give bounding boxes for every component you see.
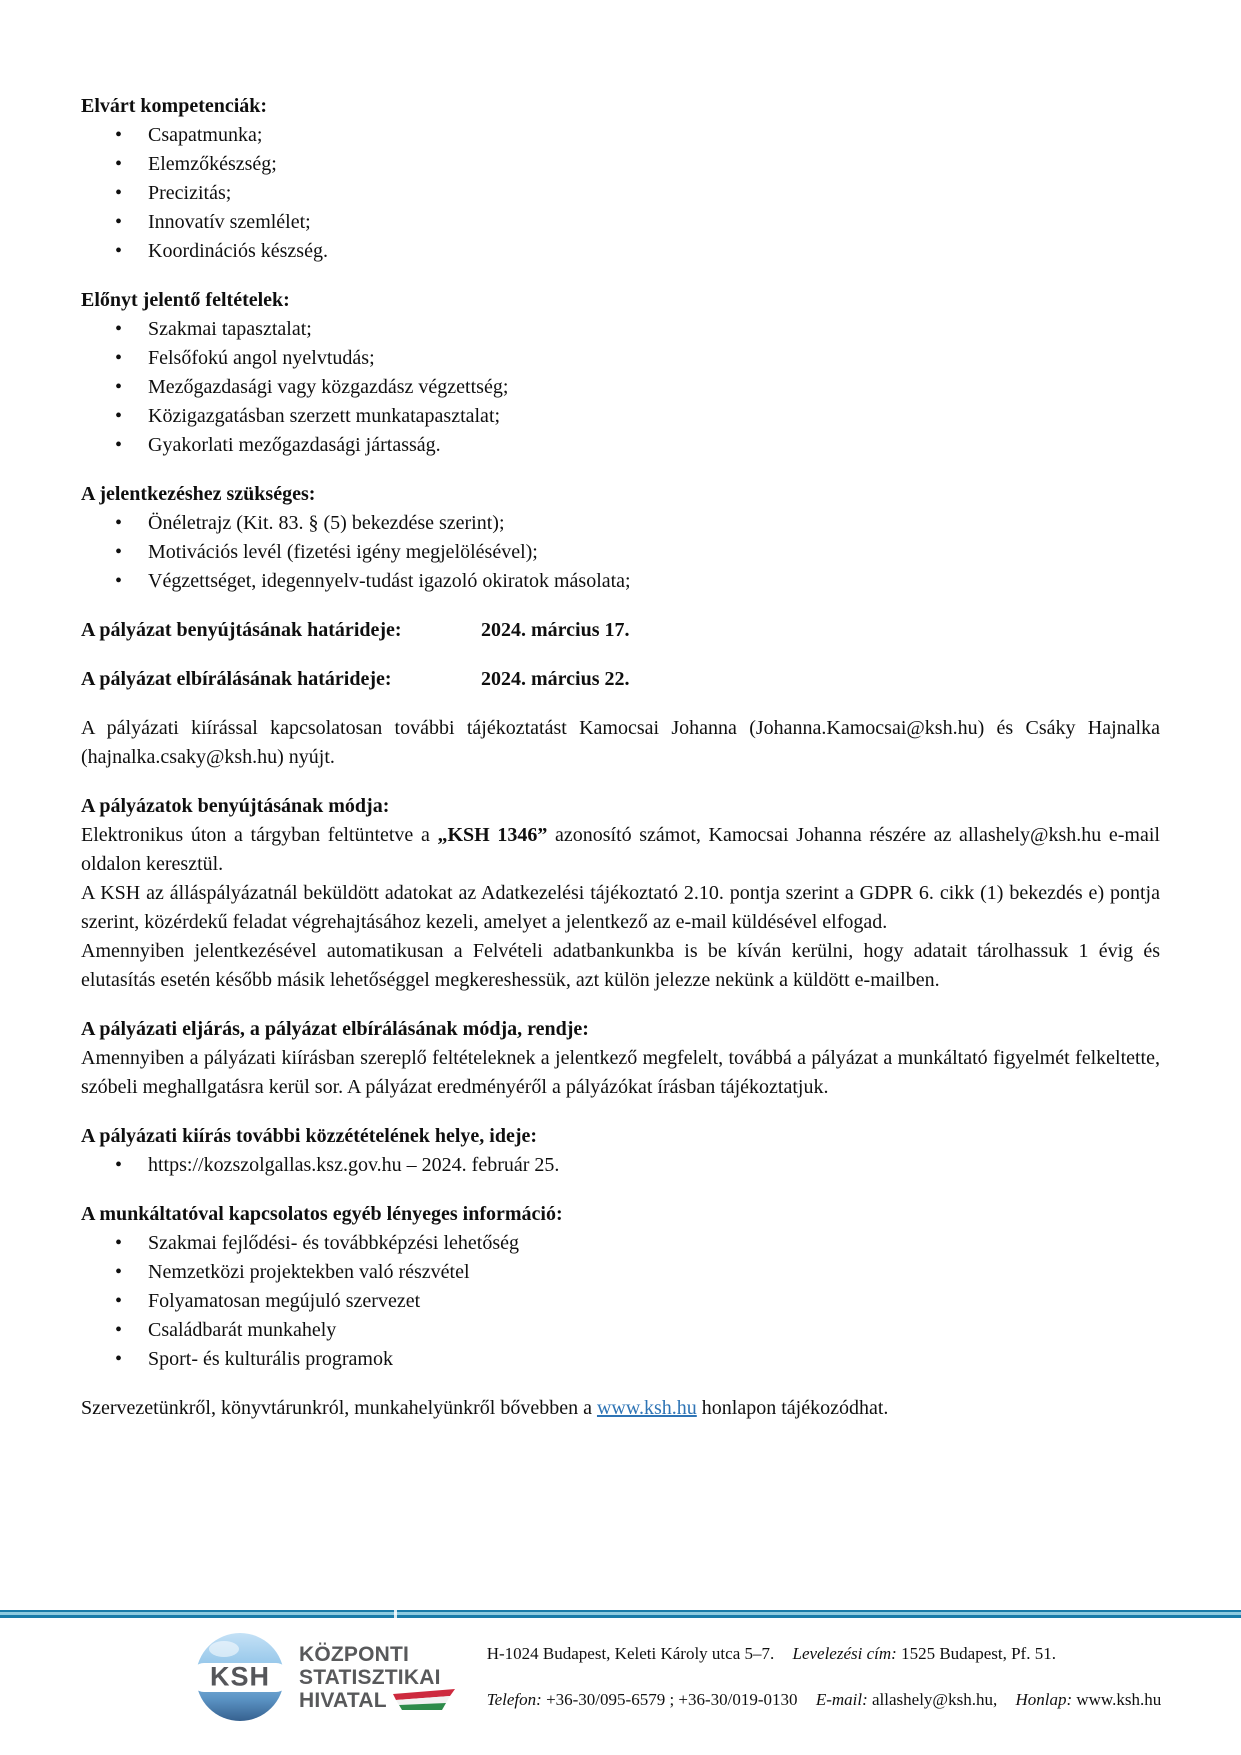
email-value: allashely@ksh.hu, xyxy=(872,1690,998,1709)
homepage-value: www.ksh.hu xyxy=(1076,1690,1162,1709)
list-item-text: Folyamatosan megújuló szervezet xyxy=(148,1290,421,1312)
footer-phone-line xyxy=(487,1690,1162,1710)
list-item xyxy=(81,121,1160,150)
competencies-list xyxy=(81,121,1160,266)
phone-label: Telefon: xyxy=(486,1690,542,1709)
list-item xyxy=(81,344,1160,373)
application-requirements-list xyxy=(81,509,1160,596)
submission-deadline-row xyxy=(81,616,1160,645)
section-employer-info xyxy=(81,1200,1160,1374)
submission-paragraph-1 xyxy=(81,821,1160,879)
ksh-logo-caption xyxy=(299,1643,455,1712)
submission-paragraph-2: A KSH az álláspályázatnál beküldött adatokat az Adatkezelési tájékoztató 2.10. pontja szerint a GDPR 6. cikk (1) bekezdés e) pontja szerint, közérdekű feladat végrehajtásához kezeli, amelyet a jelentkező az e-mail küldésével elfogad. xyxy=(81,882,1160,933)
mail-label: Levelezési cím: xyxy=(792,1644,897,1663)
evaluation-deadline-label: A pályázat elbírálásának határideje: xyxy=(81,668,392,690)
competencies-heading: Elvárt kompetenciák: xyxy=(81,95,268,117)
footer-contact-info xyxy=(487,1644,1162,1710)
page-footer xyxy=(0,1610,1241,1722)
bullet-icon: • xyxy=(115,318,123,340)
list-item-text: Szakmai fejlődési- és továbbképzési lehetőség xyxy=(148,1232,519,1254)
section-procedure xyxy=(81,1015,1160,1102)
bullet-icon: • xyxy=(115,1348,123,1370)
ksh-1346-id: „KSH 1346” xyxy=(437,824,548,846)
footer-address-line xyxy=(487,1644,1162,1664)
section-advantages xyxy=(81,286,1160,460)
logo-caption-line xyxy=(299,1689,455,1712)
ksh-website-link[interactable]: www.ksh.hu xyxy=(596,1397,697,1419)
bullet-icon: • xyxy=(115,1261,123,1283)
publication-list xyxy=(81,1151,1160,1180)
bullet-icon: • xyxy=(115,1232,123,1254)
list-item xyxy=(81,431,1160,460)
submission-paragraph-3: Amennyiben jelentkezésével automatikusan a Felvételi adatbankunkba is be kíván kerülni, hogy adatait tárolhassuk 1 évig és elutasítás esetén később másik lehetőséggel megkereshessük, azt külön jelezze nekünk a küldött e-mailben. xyxy=(81,940,1160,991)
list-item xyxy=(81,208,1160,237)
bullet-icon: • xyxy=(115,1290,123,1312)
bullet-icon: • xyxy=(115,153,123,175)
list-item-text: Innovatív szemlélet; xyxy=(148,211,311,233)
email-label: E-mail: xyxy=(815,1690,868,1709)
list-item-text: Precizitás; xyxy=(148,182,232,204)
bullet-icon: • xyxy=(115,570,123,592)
advantages-heading: Előnyt jelentő feltételek: xyxy=(81,289,290,311)
bullet-icon: • xyxy=(115,1319,123,1341)
employer-info-heading: A munkáltatóval kapcsolatos egyéb lényeges információ: xyxy=(81,1203,563,1225)
bullet-icon: • xyxy=(115,512,123,534)
list-item xyxy=(81,237,1160,266)
bullet-icon: • xyxy=(115,347,123,369)
employer-info-list xyxy=(81,1229,1160,1374)
footer-content xyxy=(0,1632,1241,1722)
footer-address: H-1024 Budapest, Keleti Károly utca 5–7. xyxy=(486,1644,775,1663)
list-item xyxy=(81,538,1160,567)
submission-heading: A pályázatok benyújtásának módja: xyxy=(81,795,390,817)
closing-paragraph xyxy=(81,1394,1160,1423)
submission-deadline-date: 2024. március 17. xyxy=(481,619,630,641)
paragraph-text: honlapon tájékozódhat. xyxy=(696,1397,889,1419)
list-item-text: Önéletrajz (Kit. 83. § (5) bekezdése szerint); xyxy=(148,512,505,534)
list-item-text: Gyakorlati mezőgazdasági jártasság. xyxy=(148,434,441,456)
list-item xyxy=(81,315,1160,344)
logo-caption-text: HIVATAL xyxy=(299,1688,387,1712)
bullet-icon: • xyxy=(115,434,123,456)
list-item-text: Családbarát munkahely xyxy=(148,1319,337,1341)
list-item-text: Felsőfokú angol nyelvtudás; xyxy=(148,347,375,369)
list-item xyxy=(81,1229,1160,1258)
list-item xyxy=(81,1258,1160,1287)
list-item-text: Elemzőkészség; xyxy=(148,153,277,175)
logo-caption-line: KÖZPONTI xyxy=(299,1642,410,1666)
list-item xyxy=(81,402,1160,431)
homepage-label: Honlap: xyxy=(1015,1690,1073,1709)
section-application-requirements xyxy=(81,480,1160,596)
list-item xyxy=(81,567,1160,596)
ksh-logo-sphere-icon xyxy=(195,1632,285,1722)
application-requirements-heading: A jelentkezéshez szükséges: xyxy=(81,483,316,505)
evaluation-deadline-date: 2024. március 22. xyxy=(481,668,630,690)
bullet-icon: • xyxy=(115,405,123,427)
paragraph-text: azonosító számot, Kamocsai Johanna részére az allashely@ksh.hu e-mail oldalon keresztül. xyxy=(81,824,1160,875)
footer-separator xyxy=(0,1610,1241,1618)
bullet-icon: • xyxy=(115,182,123,204)
list-item-text: Motivációs levél (fizetési igény megjelölésével); xyxy=(148,541,538,563)
list-item xyxy=(81,1287,1160,1316)
paragraph-text: Elektronikus úton a tárgyban feltüntetve a xyxy=(81,824,438,846)
bullet-icon: • xyxy=(115,211,123,233)
advantages-list xyxy=(81,315,1160,460)
list-item-text: Mezőgazdasági vagy közgazdász végzettség; xyxy=(148,376,509,398)
bullet-icon: • xyxy=(115,1154,123,1176)
hungarian-flag-icon xyxy=(393,1689,455,1711)
phone-value: +36-30/095-6579 ; +36-30/019-0130 xyxy=(546,1690,798,1709)
submission-deadline-label: A pályázat benyújtásának határideje: xyxy=(81,619,402,641)
bullet-icon: • xyxy=(115,376,123,398)
list-item-text: Végzettséget, idegennyelv-tudást igazoló okiratok másolata; xyxy=(148,570,631,592)
mail-value: 1525 Budapest, Pf. 51. xyxy=(901,1644,1056,1663)
publication-heading: A pályázati kiírás további közzétételének helye, ideje: xyxy=(81,1125,538,1147)
separator-tick xyxy=(394,1610,397,1618)
publication-url: https://kozszolgallas.ksz.gov.hu – 2024. február 25. xyxy=(148,1154,560,1176)
evaluation-deadline-row xyxy=(81,665,1160,694)
list-item-text: Szakmai tapasztalat; xyxy=(148,318,312,340)
list-item xyxy=(81,509,1160,538)
list-item-text: Koordinációs készség. xyxy=(148,240,328,262)
list-item xyxy=(81,1345,1160,1374)
list-item xyxy=(81,150,1160,179)
procedure-heading: A pályázati eljárás, a pályázat elbírálásának módja, rendje: xyxy=(81,1018,589,1040)
list-item-text: Csapatmunka; xyxy=(148,124,263,146)
bullet-icon: • xyxy=(115,541,123,563)
list-item xyxy=(81,1151,1160,1180)
list-item-text: Nemzetközi projektekben való részvétel xyxy=(148,1261,470,1283)
list-item xyxy=(81,1316,1160,1345)
ksh-logo xyxy=(195,1632,455,1722)
paragraph-text: Szervezetünkről, könyvtárunkról, munkahelyünkről bővebben a xyxy=(81,1397,597,1419)
list-item-text: Sport- és kulturális programok xyxy=(148,1348,393,1370)
contact-paragraph: A pályázati kiírással kapcsolatosan további tájékoztatást Kamocsai Johanna (Johanna.Kamocsai@ksh.hu) és Csáky Hajnalka (hajnalka.csaky@ksh.hu) nyújt. xyxy=(81,717,1160,768)
section-competencies xyxy=(81,92,1160,266)
list-item xyxy=(81,373,1160,402)
logo-caption-line: STATISZTIKAI xyxy=(299,1665,441,1689)
ksh-logo-text: KSH xyxy=(209,1661,271,1692)
section-publication xyxy=(81,1122,1160,1180)
bullet-icon: • xyxy=(115,240,123,262)
procedure-paragraph: Amennyiben a pályázati kiírásban szereplő feltételeknek a jelentkező megfelelt, továbbá a pályázat a munkáltató figyelmét felkeltette, szóbeli meghallgatásra kerül sor. A pályázat eredményéről a pályázókat írásban tájékoztatjuk. xyxy=(81,1047,1160,1098)
list-item-text: Közigazgatásban szerzett munkatapasztalat; xyxy=(148,405,501,427)
section-submission xyxy=(81,792,1160,995)
bullet-icon: • xyxy=(115,124,123,146)
list-item xyxy=(81,179,1160,208)
